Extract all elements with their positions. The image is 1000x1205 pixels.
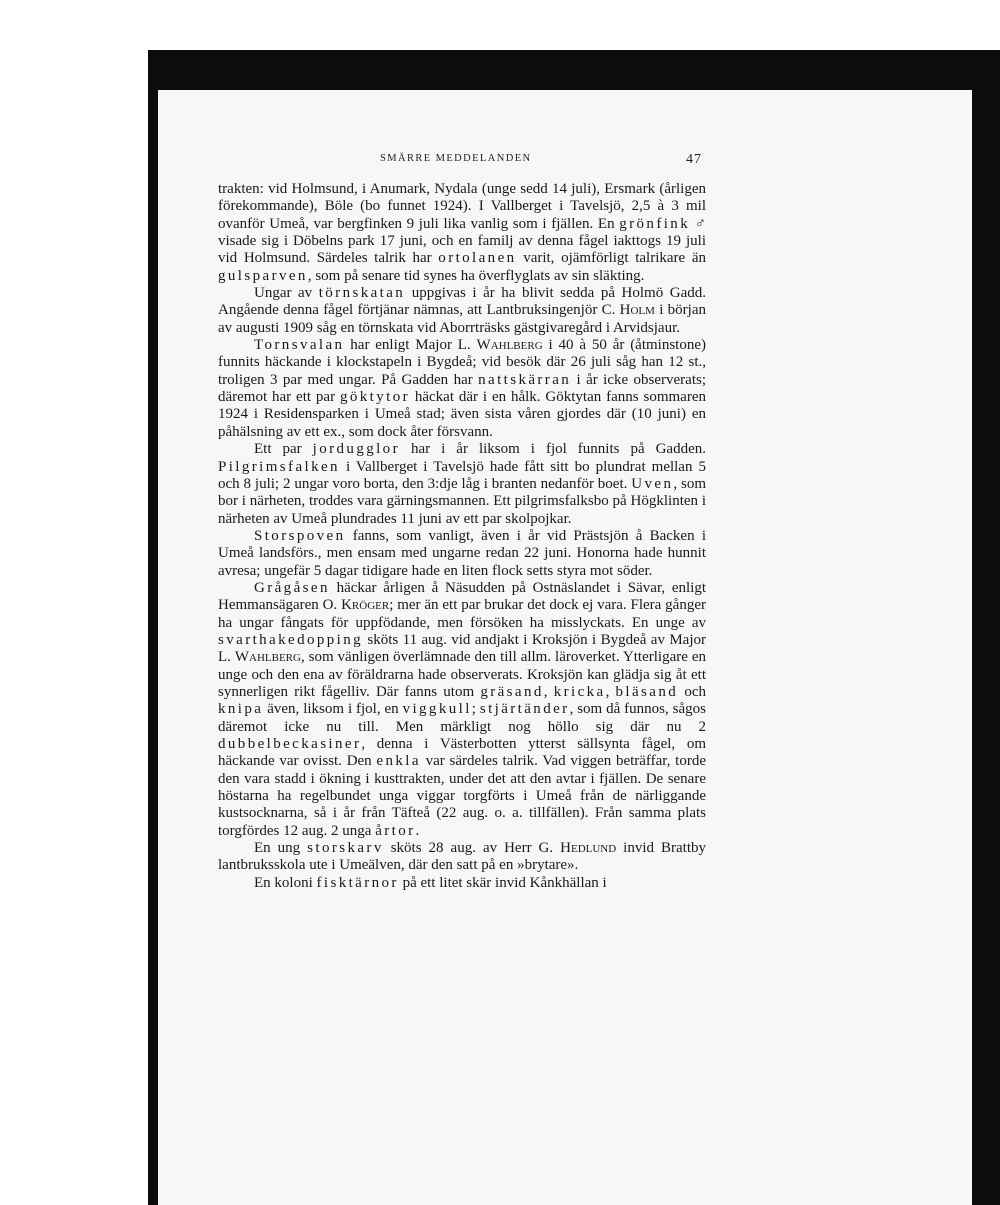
author-name: Hedlund bbox=[560, 840, 617, 857]
text-run: invid Brattby lantbruksskola ute i Umeälven, där den satt på en »brytare». bbox=[218, 840, 706, 874]
spaced-term: svarthakedopping bbox=[218, 631, 364, 648]
spaced-term: dubbelbeckasiner bbox=[218, 736, 362, 752]
text-run: i början av augusti 1909 såg en törnskata vid Aborrträsks gästgivaregård i Arvidsjaur. bbox=[218, 302, 706, 336]
spaced-term: bläsand bbox=[615, 683, 679, 700]
spaced-term: stjärtänder bbox=[479, 701, 570, 718]
author-name: Wahlberg bbox=[234, 649, 301, 666]
text-run: trakten: vid Holmsund, i Anumark, Nydala (unge sedd 14 juli), Ersmark (årligen förekommande), Böle (bo funnet 1924). I Vallberget i Tavelsjö, 2,5 à 3 mil ovanför Umeå, var bergfinken 9 juli lika vanlig som i fjällen. En bbox=[218, 181, 706, 232]
text-run: , denna i Västerbotten ytterst sällsynta fågel, om häckande var ovisst. Den bbox=[218, 736, 706, 770]
spaced-term: Uven bbox=[631, 475, 674, 492]
author-name: Wahlberg bbox=[476, 337, 543, 354]
text-run: var särdeles talrik. Vad viggen beträffar, torde den vara stadd i ökning i kusttrakten, under det att den avtar i fjällen. De senare höstarna ha regelbundet unga viggar torgförts i Umeå från de närliggande kustsocknarna, så i år från Täfteå (22 aug. o. a. tillfällen). Från samma plats torgfördes 12 aug. 2 unga bbox=[218, 753, 706, 839]
author-name: Holm bbox=[619, 302, 655, 319]
spaced-term: enkla bbox=[376, 753, 421, 770]
spaced-term: grönfink bbox=[619, 215, 691, 232]
text-run: i 40 à 50 år (åtminstone) funnits häckande i klockstapeln i Bygdeå; vid besök där 26 juli såg han 12 st., troligen 3 par med ungar. På Gadden har bbox=[218, 337, 707, 388]
text-run: häckat där i en hålk. Göktytan fanns sommaren 1924 i Residensparken i Umeå stad; även sista våren gjordes där (10 juni) en påhälsning av ett ex., som dock åter försvann. bbox=[218, 389, 706, 440]
text-run: häckar årligen å Näsudden på Ostnäslandet i Sävar, enligt Hemmansägaren O. bbox=[218, 579, 706, 614]
text-run: och bbox=[678, 683, 706, 700]
running-head: SMÄRRE MEDDELANDEN bbox=[380, 153, 532, 164]
spaced-term: viggkull bbox=[402, 701, 472, 718]
spaced-term: nattskärran bbox=[478, 371, 572, 388]
spaced-term: ortolanen bbox=[438, 250, 517, 267]
paragraph bbox=[218, 337, 706, 441]
spaced-term: knipa bbox=[218, 701, 264, 718]
text-run: En ung bbox=[254, 840, 308, 857]
article-body bbox=[218, 181, 706, 892]
text-run: i Vallberget i Tavelsjö hade fått sitt bo plundrat mellan 5 och 8 juli; 2 ungar voro borta, den 3:dje låg i branten nedanför boet. bbox=[218, 458, 706, 492]
text-run: på ett litet skär invid Kånkhällan i bbox=[398, 874, 607, 891]
text-run: , som då funnos, sågos däremot icke nu till. Men märkligt nog höllo sig där nu 2 bbox=[218, 701, 707, 735]
spaced-term: Grågåsen bbox=[254, 579, 330, 596]
text-run: Ungar av bbox=[254, 285, 319, 302]
text-run: . bbox=[415, 822, 420, 839]
spaced-term: göktytor bbox=[339, 389, 410, 406]
text-run: En koloni bbox=[254, 874, 317, 891]
text-run: uppgivas i år ha blivit sedda på Holmö Gadd. Angående denna fågel förtjänar nämnas, att Lantbruksingenjör C. bbox=[218, 285, 706, 319]
page-number: 47 bbox=[686, 152, 702, 167]
text-run: fanns, som vanligt, även i år vid Prästsjön å Backen i Umeå landsförs., men ensam med ungarne redan 22 juni. Honorna hade hunnit avresa; ungefär 5 dagar tidigare hade en liten flock setts styra mot söder. bbox=[218, 527, 706, 579]
text-run: har i år liksom i fjol funnits på Gadden. bbox=[399, 441, 706, 458]
text-run: , som bor i närheten, troddes vara gärningsmannen. Ett pilgrimsfalksbo på Högklinten i närheten av Umeå plundrades 11 juni av ett par skolpojkar. bbox=[218, 475, 706, 527]
author-name: Kröger bbox=[341, 597, 390, 614]
spaced-term: jordugglor bbox=[312, 441, 400, 458]
text-run: ♂ visade sig i Döbelns park 17 juni, och en familj av denna fågel iakttogs 19 juli vid Holmsund. Särdeles talrik har bbox=[218, 215, 706, 267]
spaced-term: kricka bbox=[553, 683, 606, 700]
spaced-term: Storspoven bbox=[254, 527, 346, 544]
spaced-term: årtor bbox=[375, 822, 416, 839]
text-run: även, liksom i fjol, en bbox=[263, 701, 403, 718]
spaced-term: Pilgrimsfalken bbox=[218, 458, 340, 475]
spaced-term: gräsand bbox=[480, 683, 544, 700]
spaced-term: fisktärnor bbox=[316, 874, 399, 891]
spaced-term: törnskatan bbox=[318, 285, 406, 302]
paragraph bbox=[218, 875, 706, 892]
paragraph bbox=[218, 580, 706, 840]
text-run: ; bbox=[471, 701, 480, 718]
paragraph bbox=[218, 840, 706, 875]
text-run: varit, ojämförligt talrikare än bbox=[516, 250, 706, 267]
text-run: sköts 11 aug. vid andjakt i Kroksjön i Bygdeå av Major L. bbox=[218, 631, 706, 666]
text-run: , som på senare tid synes ha överflyglats av sin släkting. bbox=[307, 267, 645, 284]
paragraph bbox=[218, 181, 706, 285]
text-run: , som vänligen överlämnade den till allm. läroverket. Ytterligare en unge och den ena av föräldrarna hade observerats. Kroksjön kan glädja sig åt ett synnerligen rikt fågelliv. Där fanns utom bbox=[218, 649, 706, 700]
spaced-term: gulsparven bbox=[218, 267, 308, 284]
spaced-term: storskarv bbox=[307, 840, 384, 857]
text-run: ; mer än ett par brukar det dock ej vara. Flera gånger ha ungar fångats för uppfödande, men försöken ha misslyckats. En unge av bbox=[218, 597, 706, 631]
text-run: , bbox=[605, 683, 616, 700]
text-run: Ett par bbox=[254, 441, 313, 458]
spaced-term: Tornsvalan bbox=[254, 337, 345, 354]
text-run: har enligt Major L. bbox=[344, 337, 477, 354]
text-run: , bbox=[543, 683, 554, 700]
paragraph bbox=[218, 528, 706, 580]
text-run: i år icke observerats; däremot har ett par bbox=[218, 371, 707, 406]
paragraph bbox=[218, 441, 706, 528]
paragraph bbox=[218, 285, 706, 337]
text-run: sköts 28 aug. av Herr G. bbox=[383, 840, 561, 857]
